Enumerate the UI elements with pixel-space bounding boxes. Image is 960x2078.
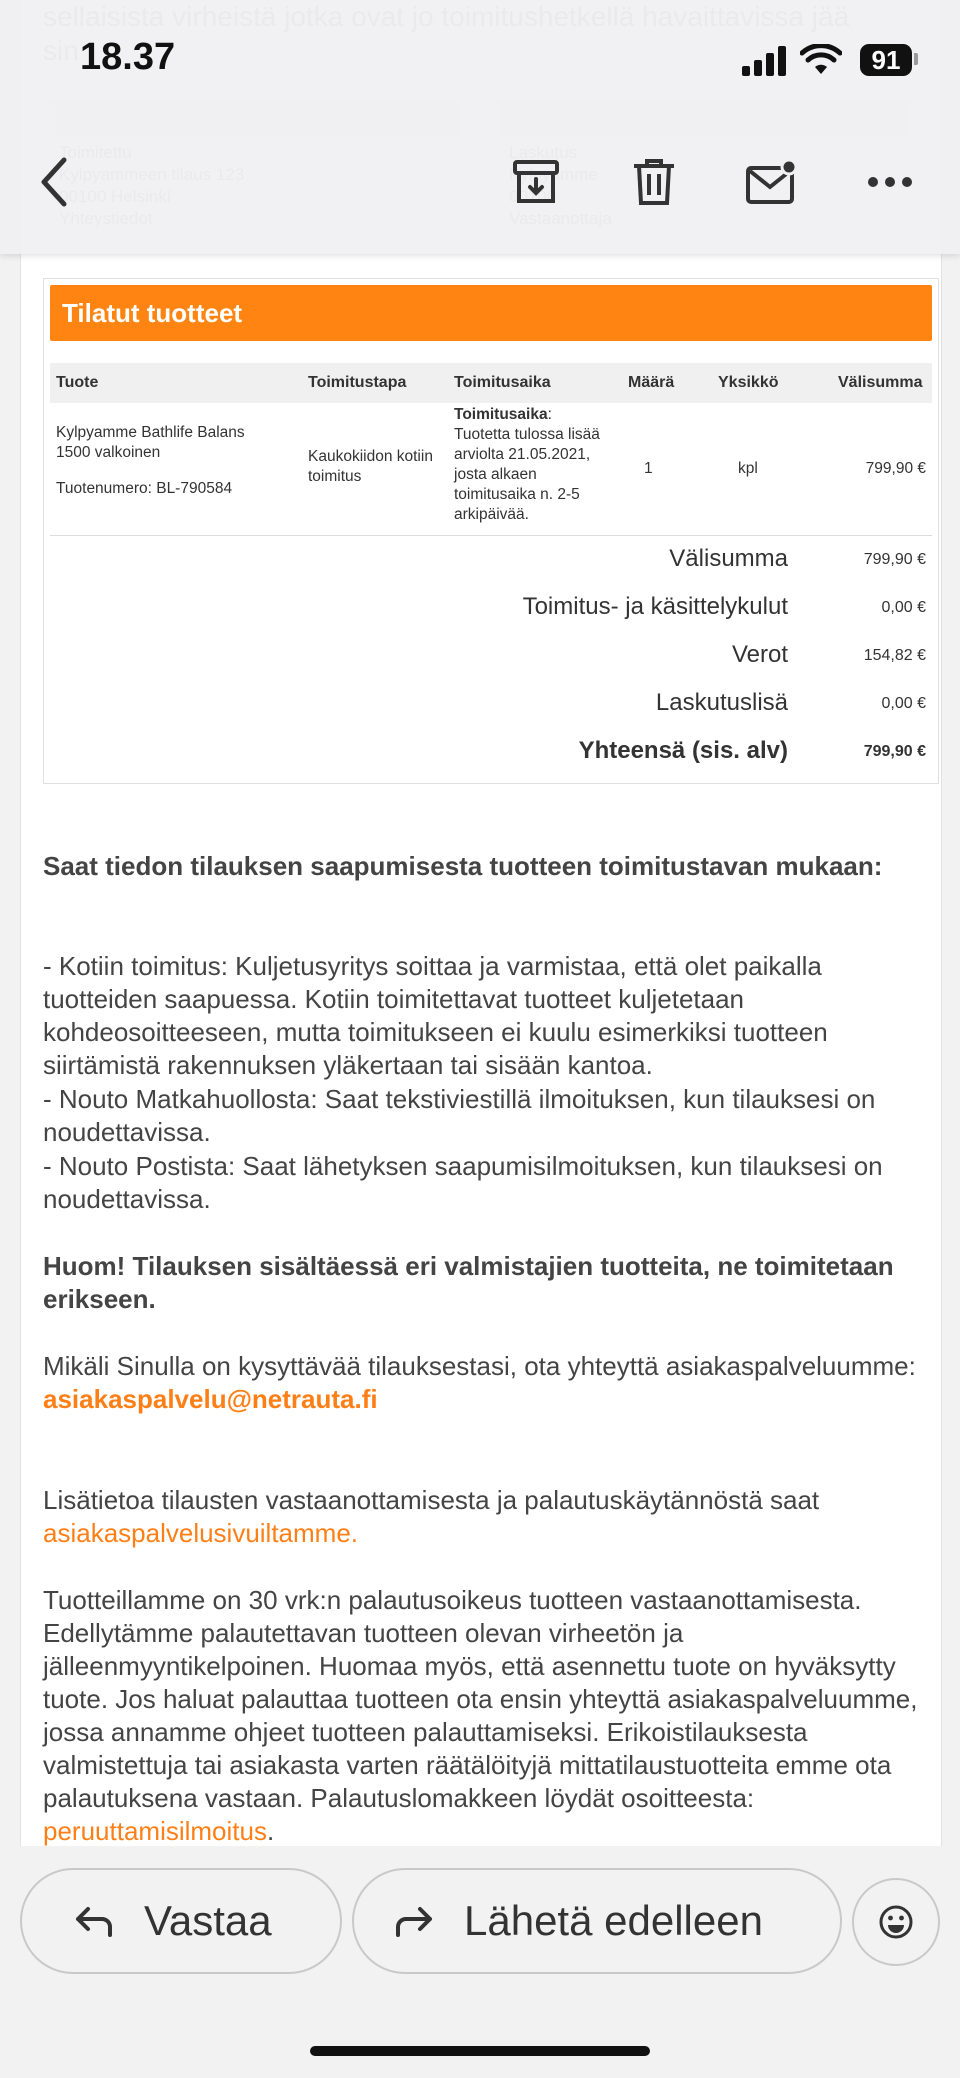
mark-unread-button[interactable] — [740, 150, 804, 214]
forward-icon — [394, 1905, 434, 1937]
more-icon — [868, 176, 912, 188]
delivery-notice-heading: Saat tiedon tilauksen saapumisesta tuotteen toimitustavan mukaan: — [43, 851, 883, 881]
summary-label-shipping: Toimitus- ja käsittelykulut — [522, 593, 788, 620]
signal-icon — [742, 46, 788, 76]
summary-value-shipping: 0,00 € — [881, 599, 926, 616]
battery-tip — [914, 53, 918, 65]
cancellation-form-link[interactable]: peruuttamisilmoitus — [43, 1816, 267, 1846]
smiley-icon — [878, 1904, 914, 1940]
product-number: Tuotenumero: BL-790584 — [56, 480, 233, 497]
summary-value-invoice-fee: 0,00 € — [881, 695, 926, 712]
more-options-button[interactable] — [858, 150, 922, 214]
product-name: Kylpyamme Bathlife Balans 1500 valkoinen — [56, 424, 245, 461]
email-body — [20, 0, 942, 1846]
back-arrow-icon — [34, 154, 74, 210]
col-quantity: Määrä — [628, 374, 675, 391]
archive-button[interactable] — [504, 150, 568, 214]
top-toolbar — [0, 0, 960, 254]
home-indicator — [310, 2046, 650, 2056]
row-subtotal: 799,90 € — [865, 460, 926, 477]
unit: kpl — [738, 460, 758, 477]
archive-icon — [511, 157, 561, 207]
delivery-matkahuolto-text: - Nouto Matkahuollosta: Saat tekstiviestillä ilmoituksen, kun tilauksesi on noudettavissa. — [43, 1084, 876, 1147]
delivery-time: Toimitusaika: Tuotetta tulossa lisää arviolta 21.05.2021, josta alkaen toimitusaika n. 2-5 arkipäivää. — [454, 406, 600, 523]
order-table — [43, 278, 939, 784]
delivery-method: Kaukokiidon kotiin toimitus — [308, 448, 433, 485]
col-delivery-method: Toimitustapa — [308, 374, 407, 391]
row-divider — [50, 535, 932, 536]
trash-icon — [631, 157, 677, 207]
questions-text: Mikäli Sinulla on kysyttävää tilauksestasi, ota yhteyttä asiakaspalveluumme: asiakaspalvelu@netrauta.fi — [43, 1351, 916, 1414]
back-button[interactable] — [22, 150, 86, 214]
delete-button[interactable] — [622, 150, 686, 214]
reply-icon — [74, 1905, 114, 1937]
delivery-posti-text: - Nouto Postista: Saat lähetyksen saapumisilmoituksen, kun tilauksesi on noudettavissa. — [43, 1151, 883, 1214]
summary-value-subtotal: 799,90 € — [863, 551, 926, 568]
wifi-icon — [800, 44, 842, 76]
col-unit: Yksikkö — [718, 374, 779, 391]
emoji-reaction-button[interactable] — [852, 1878, 940, 1966]
summary-label-invoice-fee: Laskutuslisä — [655, 689, 788, 716]
quantity: 1 — [644, 460, 653, 477]
col-delivery-time: Toimitusaika — [454, 374, 551, 391]
summary-label-taxes: Verot — [731, 641, 788, 668]
reply-button[interactable]: Vastaa — [20, 1868, 342, 1974]
status-time: 18.37 — [80, 36, 176, 78]
customer-service-link[interactable]: asiakaspalvelusivuiltamme. — [43, 1518, 359, 1548]
summary-value-taxes: 154,82 € — [863, 647, 926, 664]
more-info-text: Lisätietoa tilausten vastaanottamisesta ja palautuskäytännöstä saat asiakaspalvelusivuiltamme. — [43, 1485, 820, 1548]
forward-button[interactable]: Lähetä edelleen — [352, 1868, 842, 1974]
col-subtotal: Välisumma — [838, 374, 923, 391]
summary-label-total: Yhteensä (sis. alv) — [578, 737, 788, 764]
warning-text: Huom! Tilauksen sisältäessä eri valmistajien tuotteita, ne toimitetaan erikseen. — [43, 1251, 894, 1314]
mail-unread-icon — [745, 158, 799, 206]
returns-text: Tuotteillamme on 30 vrk:n palautusoikeus tuotteen vastaanottamisesta. Edellytämme palautettavan tuotteen olevan virheetön ja jälleenmyyntikelpoinen. Huomaa myös, että asennettu tuote on hyväksytty tuote. Jos haluat palauttaa tuotteen ota ensin yhteyttä asiakaspalveluumme, jossa annamme ohjeet tuotteen palauttamiseksi. Erikoistilauksesta valmistettuja tai asiakasta varten räätälöityjä mittatilaustuotteita emme ota palautuksena vastaan. Palautuslomakkeen löydät osoitteesta: peruuttamisilmoitus. — [43, 1585, 918, 1846]
battery-icon: 91 — [860, 44, 912, 76]
summary-label-subtotal: Välisumma — [669, 545, 788, 572]
col-product: Tuote — [56, 374, 99, 391]
summary-value-total: 799,90 € — [863, 743, 926, 760]
email-link[interactable]: asiakaspalvelu@netrauta.fi — [43, 1384, 378, 1414]
order-heading: Tilatut tuotteet — [50, 285, 932, 341]
delivery-home-text: - Kotiin toimitus: Kuljetusyritys soittaa ja varmistaa, että olet paikalla tuotteiden saapuessa. Kotiin toimitettavat tuotteet kuljetetaan kohdeosoitteeseen, mutta toimitukseen ei kuulu esimerkiksi tuotteen siirtämistä rakennuksen yläkertaan tai sisään kantoa. — [43, 951, 828, 1080]
